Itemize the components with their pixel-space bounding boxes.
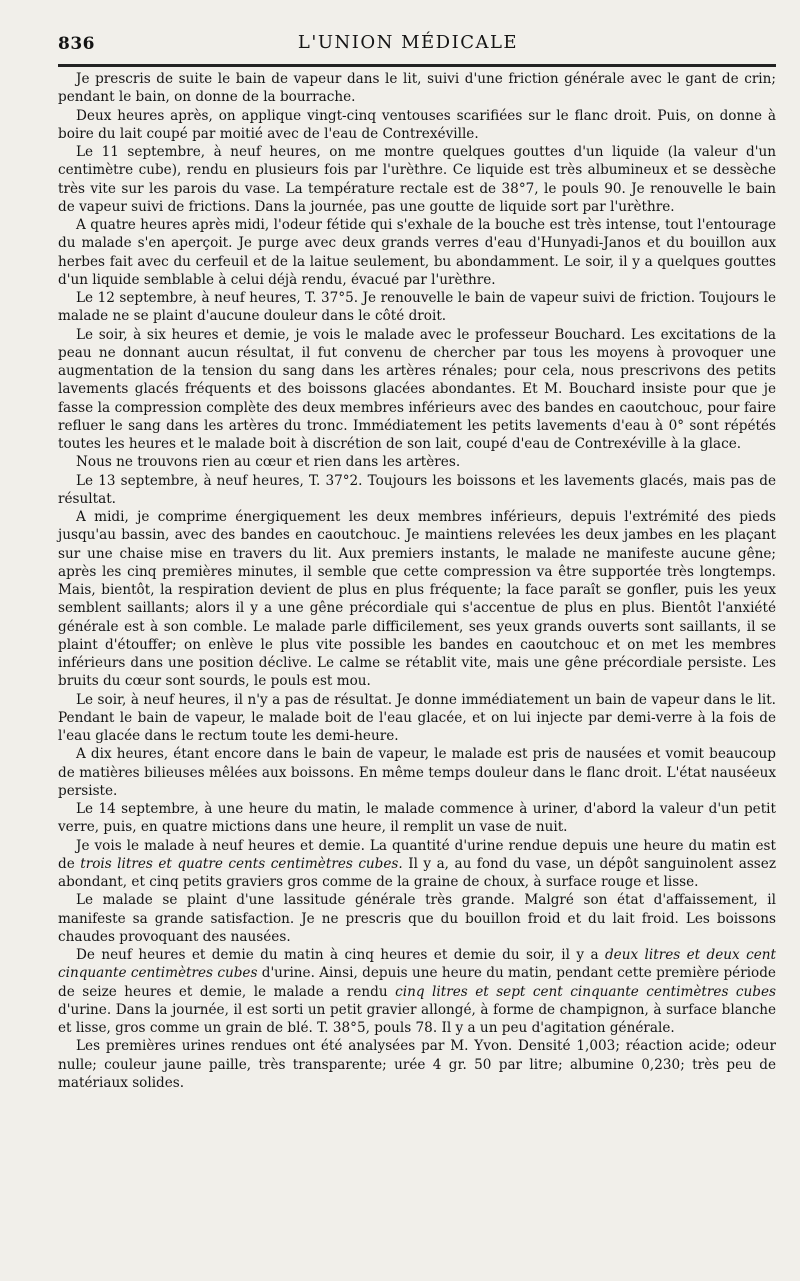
italic-text: trois litres et quatre cents centimètres cubes.	[80, 855, 403, 872]
paragraph	[58, 946, 776, 1037]
text-run: De neuf heures et demie du matin à cinq heures et demie du soir, il y a	[76, 947, 605, 963]
text-run: Je vois le malade à neuf heures et demie. La quantité d'urine rendue depuis une heure du matin est de	[58, 837, 776, 872]
paragraph: Le 11 septembre, à neuf heures, on me montre quelques gouttes d'un liquide (la valeur d'un centimètre cube), rendu en plusieurs fois par l'urèthre. Ce liquide est très albumineux et se dessèche très vite sur les parois du vase. La température rectale est de 38°7, le pouls 90. Je renouvelle le bain de vapeur suivi de frictions. Dans la journée, pas une goutte de liquide sort par l'urèthre.	[58, 144, 776, 215]
text-run: d'urine. Ainsi, depuis une heure du matin, pendant cette première période de seize heures et demie, le malade a rendu	[58, 965, 776, 1000]
page-number: 836	[58, 34, 95, 54]
paragraph: Je prescris de suite le bain de vapeur dans le lit, suivi d'une friction générale avec le gant de crin; pendant le bain, on donne de la bourrache.	[58, 71, 776, 106]
text-run: Il y a, au fond du vase, un dépôt sanguinolent assez abondant, et cinq petits graviers gros comme de la graine de choux, à surface rouge et lisse.	[58, 855, 776, 890]
paragraph: A dix heures, étant encore dans le bain de vapeur, le malade est pris de nausées et vomit beaucoup de matières bilieuses mêlées aux boissons. En même temps douleur dans le flanc droit. L'état nauséeux persiste.	[58, 746, 776, 799]
paragraph: A quatre heures après midi, l'odeur fétide qui s'exhale de la bouche est très intense, tout l'entourage du malade s'en aperçoit. Je purge avec deux grands verres d'eau d'Hunyadi-Janos et du bouillon aux herbes fait avec du cerfeuil et de la laitue seulement, bu abondamment. Le soir, il y a quelques gouttes d'un liquide semblable à celui déjà rendu, évacué par l'urèthre.	[58, 217, 776, 288]
italic-text: cinq litres et sept cent cinquante centimètres cubes	[395, 983, 776, 1000]
paragraph	[58, 837, 776, 892]
article-body	[58, 70, 776, 1261]
paragraph: Le 13 septembre, à neuf heures, T. 37°2. Toujours les boissons et les lavements glacés, mais pas de résultat.	[58, 472, 776, 507]
text-run: d'urine. Dans la journée, il est sorti un petit gravier allongé, à forme de champignon, à surface blanche et lisse, gros comme un grain de blé. T. 38°5, pouls 78. Il y a un peu d'agitation générale.	[58, 1001, 776, 1036]
paragraph: Le 14 septembre, à une heure du matin, le malade commence à uriner, d'abord la valeur d'un petit verre, puis, en quatre mictions dans une heure, il remplit un vase de nuit.	[58, 801, 776, 836]
paragraph: Le malade se plaint d'une lassitude générale très grande. Malgré son état d'affaissement, il manifeste sa grande satisfaction. Je ne prescris que du bouillon froid et du lait froid. Les boissons chaudes provoquant des nausées.	[58, 892, 776, 945]
paragraph: A midi, je comprime énergiquement les deux membres inférieurs, depuis l'extrémité des pieds jusqu'au bassin, avec des bandes en caoutchouc. Je maintiens relevées les deux jambes en les plaçant sur une chaise mise en travers du lit. Aux premiers instants, le malade ne manifeste aucune gêne; après les cinq premières minutes, il semble que cette compression va être supportée très longtemps. Mais, bientôt, la respiration devient de plus en plus fréquente; la face paraît se gonfler, puis les yeux semblent saillants; alors il y a une gêne précordiale qui s'accentue de plus en plus. Bientôt l'anxiété générale est à son comble. Le malade parle difficilement, ses yeux grands ouverts sont saillants, il se plaint d'étouffer; on enlève le plus vite possible les bandes en caoutchouc et on met les membres inférieurs dans une position déclive. Le calme se rétablit vite, mais une gêne précordiale persiste. Les bruits du cœur sont sourds, le pouls est mou.	[58, 509, 776, 690]
paragraph: Le 12 septembre, à neuf heures, T. 37°5. Je renouvelle le bain de vapeur suivi de friction. Toujours le malade ne se plaint d'aucune douleur dans le côté droit.	[58, 290, 776, 325]
header-rule	[58, 64, 776, 67]
paragraph: Nous ne trouvons rien au cœur et rien dans les artères.	[76, 454, 461, 471]
paragraph: Le soir, à neuf heures, il n'y a pas de résultat. Je donne immédiatement un bain de vapeur dans le lit. Pendant le bain de vapeur, le malade boit de l'eau glacée, et on lui injecte par demi-verre à la fois de l'eau glacée dans le rectum toute les demi-heure.	[58, 691, 776, 744]
italic-text: deux litres et deux cent cinquante centimètres cubes	[58, 947, 776, 982]
paragraph: Le soir, à six heures et demie, je vois le malade avec le professeur Bouchard. Les excitations de la peau ne donnant aucun résultat, il fut convenu de chercher par tous les moyens à provoquer une augmentation de la tension du sang dans les artères rénales; pour cela, nous prescrivons des petits lavements glacés fréquents et des boissons glacées abondantes. Et M. Bouchard insiste pour que je fasse la compression complète des deux membres inférieurs avec des bandes en caoutchouc, pour faire refluer le sang dans les artères du tronc. Immédiatement les petits lavements d'eau à 0° sont répétés toutes les heures et le malade boit à discrétion de son lait, coupé d'eau de Contrexéville à la glace.	[58, 326, 776, 452]
running-title: L'UNION MÉDICALE	[297, 32, 519, 53]
paragraph: Deux heures après, on applique vingt-cinq ventouses scarifiées sur le flanc droit. Puis, on donne à boire du lait coupé par moitié avec de l'eau de Contrexéville.	[58, 107, 776, 142]
page-header	[58, 28, 758, 58]
paragraph: Les premières urines rendues ont été analysées par M. Yvon. Densité 1,003; réaction acide; odeur nulle; couleur jaune paille, très transparente; urée 4 gr. 50 par litre; albumine 0,230; très peu de matériaux solides.	[58, 1038, 776, 1091]
